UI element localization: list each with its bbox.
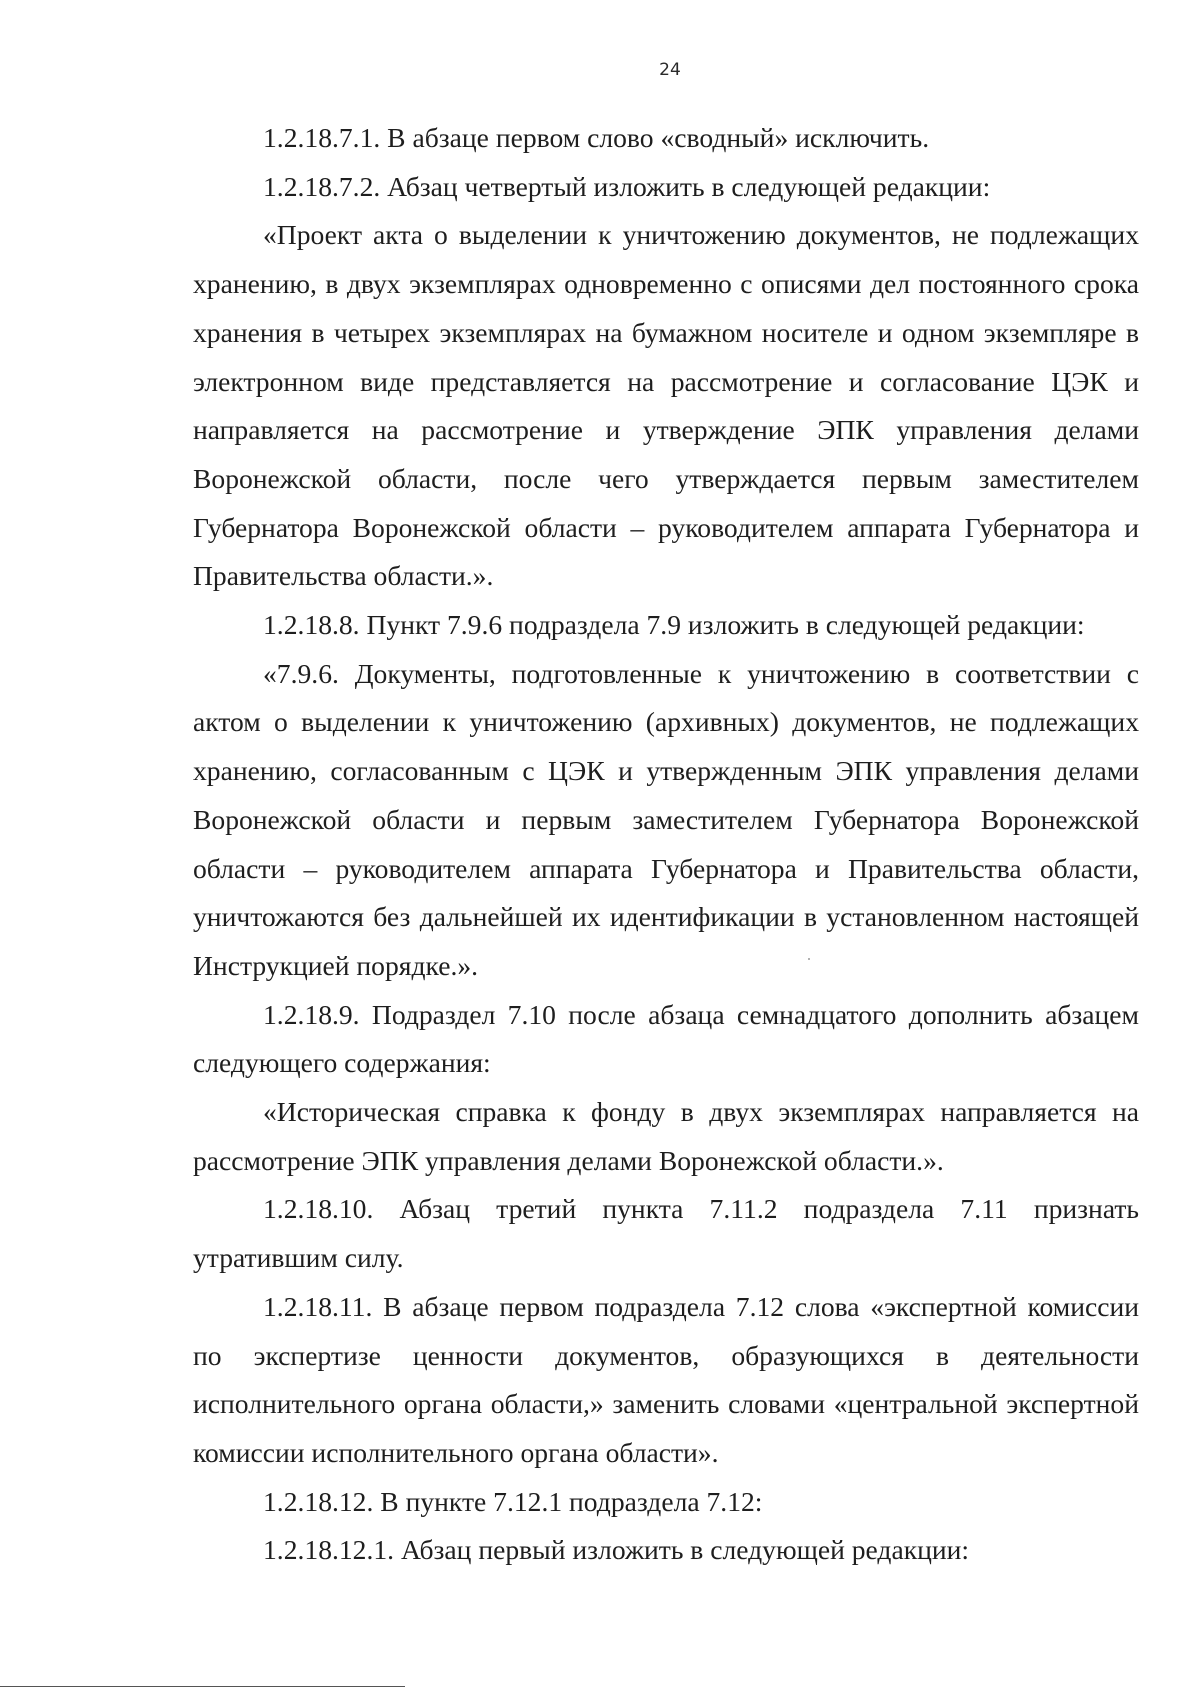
paragraph: 1.2.18.12.1. Абзац первый изложить в следующей редакции: [263,1534,970,1566]
page-number: 24 [659,60,681,80]
paragraph: 1.2.18.10. Абзац третий пункта 7.11.2 подраздела 7.11 признать утратившим силу. [193,1193,1139,1274]
scan-speck [808,958,810,960]
paragraph: 1.2.18.11. В абзаце первом подраздела 7.12 слова «экспертной комиссии по экспертизе ценности документов, образующихся в деятельности исполнительного органа области,» заменить словами «центральной экспертной комиссии исполнительного органа области». [193,1290,1139,1468]
paragraph: 1.2.18.7.2. Абзац четвертый изложить в следующей редакции: [263,170,991,202]
paragraph: «Историческая справка к фонду в двух экземплярах направляется на рассмотрение ЭПК управления делами Воронежской области.». [193,1096,1139,1176]
paragraph: 1.2.18.9. Подраздел 7.10 после абзаца семнадцатого дополнить абзацем следующего содержания: [193,998,1139,1079]
paragraph: «7.9.6. Документы, подготовленные к уничтожению в соответствии с актом о выделении к уничтожению (архивных) документов, не подлежащих хранению, согласованным с ЦЭК и утвержденным ЭПК управления делами Воронежской области и первым заместителем Губернатора Воронежской области – руководителем аппарата Губернатора и Правительства области, уничтожаются без дальнейшей их идентификации в установленном настоящей Инструкцией порядке.». [193,657,1139,981]
paragraph: 1.2.18.12. В пункте 7.12.1 подраздела 7.12: [263,1485,763,1517]
document-body [193,114,1139,1575]
bottom-rule [0,1686,405,1687]
paragraph: 1.2.18.7.1. В абзаце первом слово «сводный» исключить. [263,122,930,153]
paragraph: 1.2.18.8. Пункт 7.9.6 подраздела 7.9 изложить в следующей редакции: [263,609,1085,641]
paragraph: «Проект акта о выделении к уничтожению документов, не подлежащих хранению, в двух экземплярах одновременно с описями дел постоянного срока хранения в четырех экземплярах на бумажном носителе и одном экземпляре в электронном виде представляется на рассмотрение и согласование ЦЭК и направляется на рассмотрение и утверждение ЭПК управления делами Воронежской области, после чего утверждается первым заместителем Губернатора Воронежской области – руководителем аппарата Губернатора и Правительства области.». [193,219,1139,592]
